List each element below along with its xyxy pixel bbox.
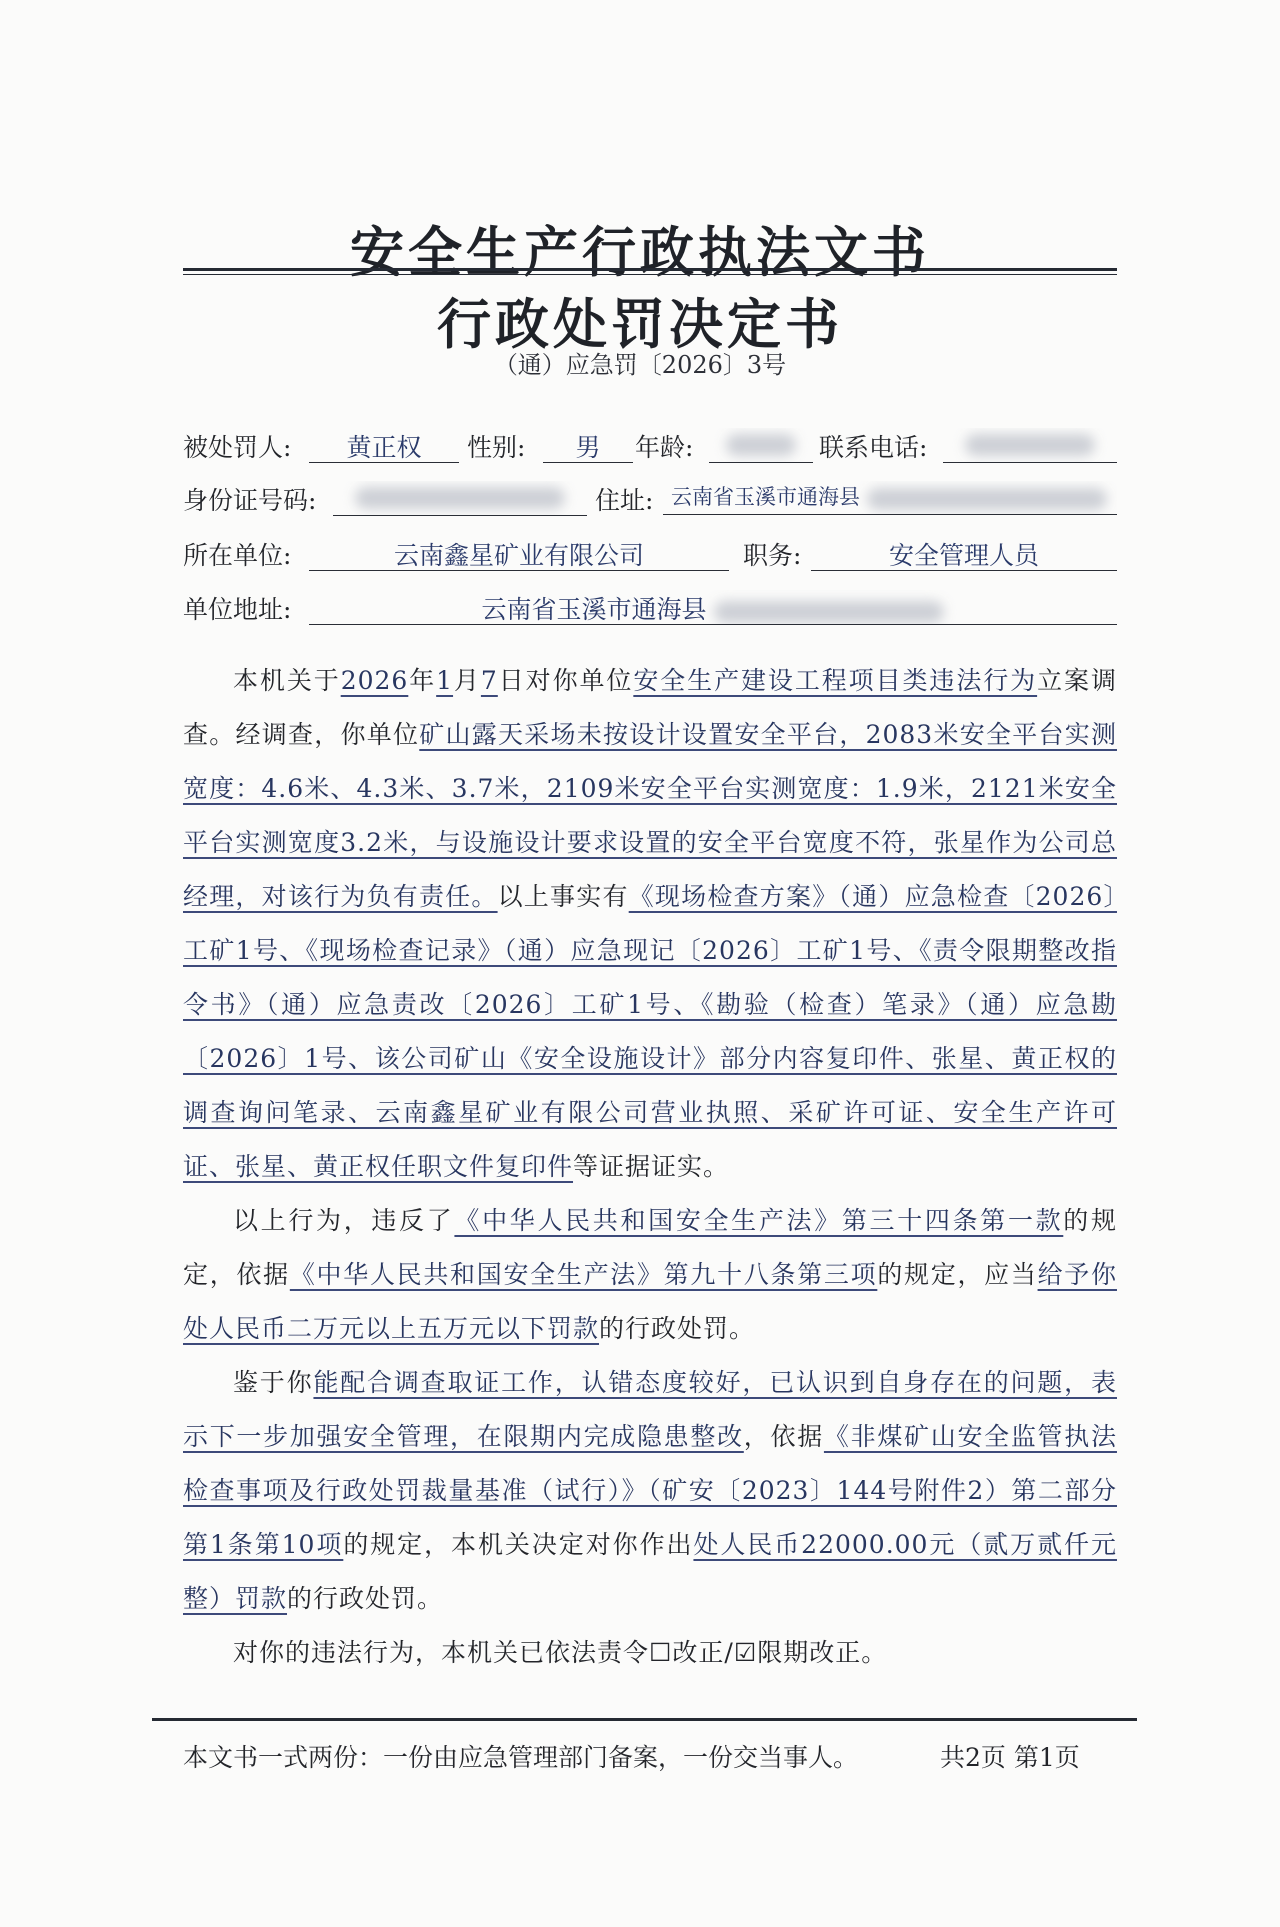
paragraph-decision: 鉴于你能配合调查取证工作，认错态度较好，已认识到自身存在的问题，表示下一步加强安全管理，在限期内完成隐患整改，依据《非煤矿山安全监管执法检查事项及行政处罚裁量基准（试行）》（矿安〔2023〕144号附件2）第二部分第1条第10项的规定，本机关决定对你作出处人民币22000.00元（贰万贰仟元整）罚款的行政处罚。 <box>183 1368 1117 1613</box>
age-value-redacted <box>709 428 813 463</box>
title-rule-thin <box>183 274 1117 275</box>
info-row-unit-address <box>183 590 1117 626</box>
document-subtitle: 行政处罚决定书 <box>437 293 843 356</box>
footer-note: 本文书一式两份：一份由应急管理部门备案，一份交当事人。 <box>183 1743 859 1772</box>
footer-rule <box>152 1718 1137 1721</box>
gender-value: 男 <box>543 428 633 463</box>
unit-value: 云南鑫星矿业有限公司 <box>309 536 729 571</box>
position-value: 安全管理人员 <box>811 536 1117 571</box>
unit-address-value: 云南省玉溪市通海县 <box>309 590 1117 625</box>
info-row-unit <box>183 536 1117 572</box>
name-label: 被处罚人: <box>183 433 292 462</box>
decision-body <box>183 654 1117 1680</box>
age-label: 年龄: <box>635 433 694 462</box>
id-value-redacted <box>333 481 587 516</box>
paragraph-correction: 对你的违法行为，本机关已依法责令☐改正/☑限期改正。 <box>233 1638 888 1667</box>
position-label: 职务: <box>743 541 802 570</box>
address-value: 云南省玉溪市通海县 <box>663 481 1117 515</box>
phone-label: 联系电话: <box>819 433 928 462</box>
phone-value-redacted <box>943 428 1117 463</box>
info-row-person <box>183 428 1117 464</box>
info-row-id <box>183 481 1117 517</box>
address-label: 住址: <box>595 486 654 515</box>
page-indicator: 共2页 第1页 <box>940 1743 1080 1772</box>
title-rule-thick <box>183 268 1117 271</box>
paragraph-violation: 以上行为，违反了《中华人民共和国安全生产法》第三十四条第一款的规定，依据《中华人民共和国安全生产法》第九十八条第三项的规定，应当给予你处人民币二万元以上五万元以下罚款的行政处罚。 <box>183 1206 1117 1343</box>
id-label: 身份证号码: <box>183 486 317 515</box>
document-number: （通）应急罚〔2026〕3号 <box>493 351 787 379</box>
unit-address-label: 单位地址: <box>183 595 292 624</box>
gender-label: 性别: <box>467 433 526 462</box>
unit-label: 所在单位: <box>183 541 292 570</box>
document-title: 安全生产行政执法文书 <box>350 221 930 284</box>
paragraph-facts: 本机关于2026年1月7日对你单位安全生产建设工程项目类违法行为立案调查。经调查，你单位矿山露天采场未按设计设置安全平台，2083米安全平台实测宽度：4.6米、4.3米、3.7米，2109米安全平台实测宽度：1.9米，2121米安全平台实测宽度3.2米，与设施设计要求设置的安全平台宽度不符，张星作为公司总经理，对该行为负有责任。以上事实有《现场检查方案》（通）应急检查〔2026〕工矿1号、《现场检查记录》（通）应急现记〔2026〕工矿1号、《责令限期整改指令书》（通）应急责改〔2026〕工矿1号、《勘验（检查）笔录》（通）应急勘〔2026〕1号、该公司矿山《安全设施设计》部分内容复印件、张星、黄正权的调查询问笔录、云南鑫星矿业有限公司营业执照、采矿许可证、安全生产许可证、张星、黄正权任职文件复印件等证据证实。 <box>183 666 1117 1181</box>
name-value: 黄正权 <box>309 428 459 463</box>
